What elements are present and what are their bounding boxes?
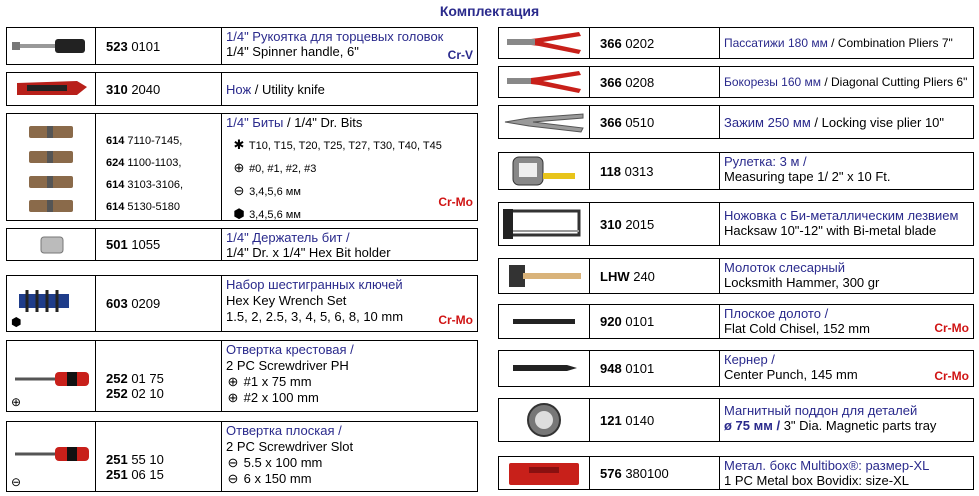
item-name-ru: Ножовка с Би-металлическим лезвием [724, 208, 959, 223]
item-size: 5.5 x 100 mm [243, 455, 323, 470]
item-row-ph-screwdriver [6, 340, 478, 412]
hammer-icon [499, 259, 590, 293]
item-name-en: Hex Key Wrench Set [226, 293, 347, 308]
item-row-chisel [498, 304, 974, 339]
item-code: 310 2015 [600, 216, 655, 232]
item-name-ru: Магнитный поддон для деталей [724, 403, 918, 418]
item-code: 366 0208 [600, 74, 655, 90]
item-name-ru: Пассатижи 180 мм [724, 35, 828, 50]
item-code: 252 02 10 [106, 386, 164, 401]
item-row-hex-keys [6, 275, 478, 332]
item-name-ru: Молоток слесарный [724, 260, 845, 275]
item-name-en: / Combination Pliers 7" [827, 35, 953, 50]
item-code: 118 0313 [600, 163, 654, 179]
item-row-tape-measure [498, 152, 974, 190]
slot-icon: ⊖ [233, 183, 245, 198]
slot-screwdriver-icon [7, 422, 96, 491]
item-code: 121 0140 [600, 412, 655, 428]
item-name-ru: 1/4" Рукоятка для торцевых головок [226, 29, 444, 44]
slot-icon: ⊖ [11, 475, 22, 489]
item-row-hacksaw [498, 202, 974, 246]
phillips-icon: ⊕ [227, 374, 239, 389]
slot-icon: ⊖ [227, 471, 239, 486]
item-code: 624 1100-1103, [106, 157, 182, 169]
item-name-en: Measuring tape 1/ 2" x 10 Ft. [724, 169, 891, 184]
item-code: 523 0101 [106, 38, 161, 54]
magnetic-tray-icon [499, 399, 590, 441]
item-size: 6 x 150 mm [243, 471, 312, 486]
spinner-handle-icon [7, 28, 96, 64]
item-name-en: 1/4" Dr. x 1/4" Hex Bit holder [226, 245, 391, 260]
item-name-en: Hacksaw 10"-12" with Bi-metal blade [724, 223, 937, 238]
bits-icon [7, 114, 96, 220]
hacksaw-icon [499, 203, 590, 245]
item-row-diagonal-pliers [498, 66, 974, 98]
item-row-metal-box [498, 456, 974, 490]
item-row-utility-knife [6, 72, 478, 106]
item-code: 614 3103-3106, [106, 179, 184, 191]
hex-key-icon [7, 276, 96, 331]
item-row-bit-holder [6, 228, 478, 261]
item-row-bits [6, 113, 478, 221]
item-size: #2 x 100 mm [243, 390, 319, 405]
phillips-icon: ⊕ [233, 160, 245, 175]
item-code: 501 1055 [106, 237, 161, 252]
item-name-ru: Кернер / [724, 352, 775, 367]
item-row-combination-pliers [498, 27, 974, 59]
item-code: 603 0209 [106, 296, 161, 311]
item-name-en: 2 PC Screwdriver PH [226, 358, 349, 373]
item-row-hammer [498, 258, 974, 294]
hex-icon: ⬢ [11, 315, 22, 329]
item-name-en: 1 PC Metal box Bovidix: size-XL [724, 473, 909, 488]
item-name-ru: 1/4" Биты [226, 115, 284, 130]
item-row-slot-screwdriver [6, 421, 478, 492]
page-title: Комплектация [439, 3, 540, 19]
item-name-en: / Utility knife [251, 81, 325, 97]
bit-sizes: T10, T15, T20, T25, T27, T30, T40, T45 [248, 140, 442, 152]
material-badge: Cr-Mo [438, 195, 473, 209]
item-name-ru: Отвертка крестовая / [226, 342, 354, 357]
tape-measure-icon [499, 153, 590, 189]
item-name-ru: Метал. бокс Multibox®: размер-XL [724, 458, 930, 473]
item-code: 614 5130-5180 [106, 201, 181, 213]
item-code: 948 0101 [600, 361, 655, 376]
item-code: 614 7110-7145, [106, 135, 183, 147]
chisel-icon [499, 305, 590, 338]
material-badge: Cr-Mo [934, 321, 969, 335]
item-size: #1 x 75 mm [243, 374, 312, 389]
bit-sizes: 3,4,5,6 мм [249, 209, 301, 220]
material-badge: Cr-Mo [934, 369, 969, 383]
bit-sizes: 3,4,5,6 мм [249, 186, 301, 198]
phillips-icon: ⊕ [11, 395, 22, 409]
item-row-locking-plier [498, 105, 974, 139]
item-name-ru: Набор шестигранных ключей [226, 277, 403, 292]
material-badge: Cr-Mo [438, 313, 473, 327]
item-name-en: Center Punch, 145 mm [724, 367, 858, 382]
item-row-center-punch [498, 350, 974, 387]
phillips-icon: ⊕ [227, 390, 239, 405]
item-name-en: 2 PC Screwdriver Slot [226, 439, 354, 454]
item-name-ru: Нож [226, 81, 252, 97]
item-name-ru: Зажим 250 мм [724, 114, 811, 130]
item-code: 251 55 10 [106, 451, 164, 467]
item-code: 366 0510 [600, 114, 655, 130]
material-badge: Cr-V [447, 48, 473, 62]
item-name-ru: 1/4" Держатель бит / [226, 230, 350, 245]
item-code: 251 06 15 [106, 466, 164, 482]
ph-screwdriver-icon [7, 341, 96, 411]
item-name-en: Locksmith Hammer, 300 gr [724, 275, 880, 290]
item-row-magnetic-tray [498, 398, 974, 442]
item-name-en: / Locking vise plier 10" [810, 114, 945, 130]
torx-icon: ✱ [233, 137, 245, 152]
utility-knife-icon [7, 73, 96, 105]
item-code: 576 380100 [600, 465, 669, 481]
item-code: 252 01 75 [106, 371, 164, 386]
item-name-en: Flat Cold Chisel, 152 mm [724, 321, 870, 336]
item-name-ru: Рулетка: 3 м / [724, 154, 807, 169]
bit-holder-icon [7, 229, 96, 260]
item-diameter: ø 75 мм / [724, 418, 781, 433]
item-code: LHW 240 [600, 268, 655, 284]
diagonal-pliers-icon [499, 67, 590, 97]
slot-icon: ⊖ [227, 455, 239, 470]
hex-icon: ⬢ [233, 206, 245, 220]
locking-plier-icon [499, 106, 590, 138]
item-code: 366 0202 [600, 35, 655, 51]
item-name-ru: Бокорезы 160 мм [724, 74, 822, 89]
item-name-en: / Diagonal Cutting Pliers 6" [821, 74, 968, 89]
bit-sizes: #0, #1, #2, #3 [249, 163, 317, 175]
item-name-ru: Плоское долото / [724, 306, 829, 321]
item-code: 310 2040 [106, 81, 161, 97]
metal-box-icon [499, 457, 590, 489]
item-name-en: 1/4" Spinner handle, 6" [226, 44, 359, 59]
item-name-en: / 1/4" Dr. Bits [283, 115, 363, 130]
item-row-spinner-handle [6, 27, 478, 65]
center-punch-icon [499, 351, 590, 386]
item-name-en: 3" Dia. Magnetic parts tray [780, 418, 937, 433]
item-name-ru: Отвертка плоская / [226, 423, 342, 438]
combination-pliers-icon [499, 28, 590, 58]
item-code: 920 0101 [600, 314, 655, 329]
item-sizes: 1.5, 2, 2.5, 3, 4, 5, 6, 8, 10 mm [226, 309, 404, 324]
